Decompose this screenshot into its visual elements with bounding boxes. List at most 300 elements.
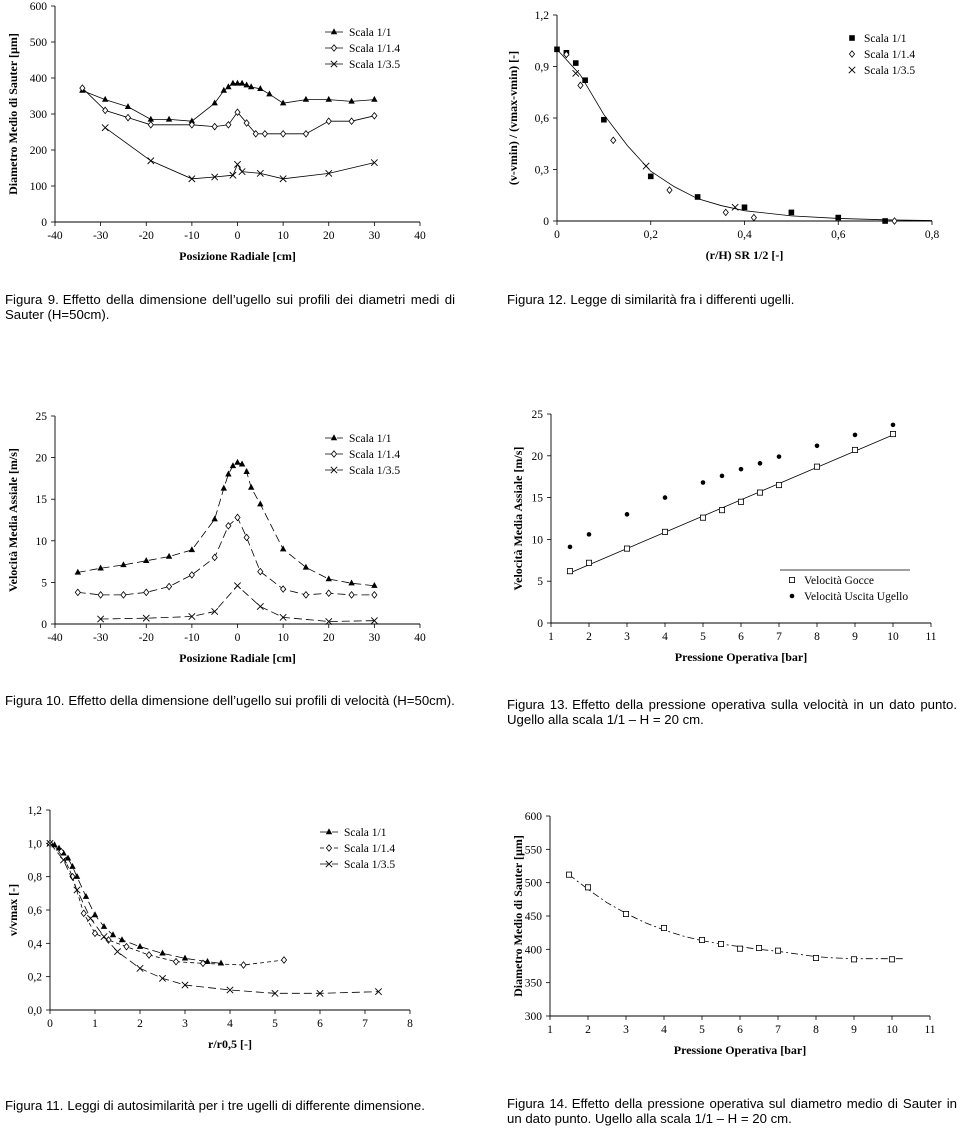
legend-marker bbox=[331, 28, 337, 34]
data-point bbox=[212, 554, 217, 560]
data-point bbox=[585, 885, 590, 890]
y-axis-label: Diametro Medio di Sauter [µm] bbox=[511, 835, 525, 997]
legend-label: Velocità Uscita Ugello bbox=[804, 591, 909, 603]
data-point bbox=[814, 464, 819, 469]
legend-label: Scala 1/3.5 bbox=[349, 59, 401, 71]
data-point bbox=[643, 163, 649, 169]
data-point bbox=[756, 945, 761, 950]
y-tick-label: 0,0 bbox=[27, 1005, 42, 1017]
caption-text: Effetto della dimensione dell’ugello sui profili di velocità (H=50cm). bbox=[68, 693, 455, 708]
x-tick-label: -30 bbox=[92, 230, 109, 242]
data-point bbox=[230, 462, 236, 468]
y-tick-label: 0,3 bbox=[534, 164, 549, 177]
caption-label: Figura 14. bbox=[507, 1096, 568, 1111]
data-point bbox=[889, 957, 894, 962]
data-point bbox=[148, 158, 154, 164]
x-tick-label: 10 bbox=[886, 1024, 898, 1036]
data-point bbox=[221, 485, 227, 491]
x-tick-label: 1 bbox=[547, 1024, 553, 1036]
series-0 bbox=[567, 431, 895, 573]
data-point bbox=[218, 960, 224, 966]
series-line bbox=[78, 518, 375, 595]
legend bbox=[780, 570, 910, 603]
y-tick-label: 0 bbox=[41, 619, 47, 631]
data-point bbox=[326, 575, 332, 581]
data-point bbox=[262, 131, 267, 137]
legend-label: Scala 1/1 bbox=[349, 27, 392, 39]
x-tick-label: 4 bbox=[662, 631, 668, 643]
legend bbox=[320, 827, 395, 871]
y-tick-label: 300 bbox=[524, 1011, 542, 1023]
data-point bbox=[751, 214, 756, 220]
data-point bbox=[258, 568, 263, 574]
series-line bbox=[50, 843, 379, 993]
caption-text: Legge di similarità fra i differenti ugelli. bbox=[570, 292, 795, 307]
y-tick-label: 1,2 bbox=[27, 805, 42, 817]
data-point bbox=[699, 937, 704, 942]
legend-label: Scala 1/3.5 bbox=[344, 859, 396, 871]
data-point bbox=[739, 467, 744, 472]
data-point bbox=[852, 447, 857, 452]
data-point bbox=[235, 514, 240, 520]
x-tick-label: 2 bbox=[586, 631, 592, 643]
data-point bbox=[737, 946, 742, 951]
chart-fig14-svg bbox=[505, 800, 955, 1062]
data-point bbox=[573, 70, 579, 76]
x-tick-label: 4 bbox=[227, 1018, 233, 1030]
data-point bbox=[81, 910, 86, 916]
legend-marker bbox=[331, 451, 336, 457]
data-point bbox=[97, 565, 103, 571]
data-point bbox=[119, 936, 125, 942]
data-point bbox=[234, 583, 240, 589]
data-point bbox=[624, 546, 629, 551]
series-line bbox=[50, 843, 221, 963]
data-point bbox=[148, 116, 154, 122]
chart-figura-14 bbox=[505, 800, 955, 1062]
x-tick-label: -40 bbox=[47, 230, 63, 242]
x-axis-label: Pressione Operativa [bar] bbox=[674, 650, 808, 664]
data-point bbox=[738, 499, 743, 504]
x-tick-label: 8 bbox=[813, 1024, 819, 1036]
x-tick-label: 8 bbox=[814, 631, 820, 643]
data-point bbox=[234, 161, 240, 167]
series-0 bbox=[47, 840, 224, 966]
chart-fig13-svg bbox=[505, 400, 955, 672]
data-point bbox=[371, 582, 377, 588]
legend-label: Scala 1/3.5 bbox=[864, 65, 916, 77]
data-point bbox=[371, 159, 377, 165]
data-point bbox=[167, 583, 172, 589]
series-line bbox=[50, 843, 284, 965]
data-point bbox=[601, 117, 607, 123]
data-point bbox=[757, 490, 762, 495]
data-point bbox=[701, 480, 706, 485]
x-tick-label: 3 bbox=[623, 1024, 629, 1036]
y-tick-label: 5 bbox=[537, 576, 543, 589]
caption-figura-10 bbox=[5, 693, 455, 708]
x-tick-label: 6 bbox=[738, 631, 744, 643]
y-tick-label: 0 bbox=[537, 618, 543, 630]
data-point bbox=[776, 482, 781, 487]
data-point bbox=[281, 131, 286, 137]
series-1 bbox=[564, 51, 897, 224]
data-point bbox=[166, 116, 172, 122]
data-point bbox=[83, 893, 89, 899]
data-point bbox=[281, 957, 286, 963]
data-point bbox=[648, 174, 654, 180]
y-tick-label: 300 bbox=[29, 109, 47, 121]
series-1 bbox=[75, 514, 377, 598]
caption-figura-11 bbox=[5, 1098, 465, 1113]
legend-marker bbox=[849, 67, 855, 73]
data-point bbox=[257, 500, 263, 506]
data-point bbox=[114, 948, 120, 954]
y-tick-label: 25 bbox=[35, 411, 47, 423]
chart-figura-11 bbox=[0, 800, 440, 1062]
chart-figura-10 bbox=[0, 400, 440, 672]
legend-label: Scala 1/1.4 bbox=[344, 843, 396, 855]
fit-curve bbox=[569, 875, 903, 959]
legend bbox=[325, 433, 400, 477]
x-tick-label: 11 bbox=[924, 1024, 936, 1036]
x-tick-label: 6 bbox=[737, 1024, 743, 1036]
y-tick-label: 550 bbox=[524, 844, 542, 857]
caption-label: Figura 12. bbox=[507, 292, 567, 307]
data-point bbox=[280, 545, 286, 551]
y-tick-label: 400 bbox=[524, 944, 542, 957]
x-tick-label: 0,4 bbox=[737, 229, 752, 241]
data-point bbox=[244, 534, 249, 540]
data-point bbox=[789, 210, 795, 216]
series-0 bbox=[554, 47, 888, 224]
caption-text: Effetto della pressione operativa sul diametro medio di Sauter in un dato punto. Ugello alla scala 1/1 – H = 20 cm. bbox=[507, 1096, 957, 1126]
data-point bbox=[159, 950, 165, 956]
series-0 bbox=[79, 80, 377, 124]
caption-figura-12 bbox=[507, 292, 957, 307]
data-point bbox=[326, 590, 331, 596]
data-point bbox=[891, 423, 896, 428]
data-point bbox=[775, 948, 780, 953]
data-point bbox=[248, 484, 254, 490]
y-tick-label: 10 bbox=[531, 534, 543, 547]
chart-fig11-svg bbox=[0, 800, 440, 1062]
series-line bbox=[101, 586, 375, 622]
data-point bbox=[144, 589, 149, 595]
data-point bbox=[582, 77, 588, 83]
caption-label: Figura 11. bbox=[5, 1098, 64, 1113]
x-tick-label: 0 bbox=[47, 1018, 53, 1030]
data-point bbox=[146, 952, 151, 958]
series-0 bbox=[566, 872, 894, 962]
data-point bbox=[137, 943, 143, 949]
data-point bbox=[777, 454, 782, 459]
series-1 bbox=[568, 423, 896, 550]
data-point bbox=[882, 218, 888, 224]
x-tick-label: 3 bbox=[182, 1018, 188, 1030]
legend-label: Scala 1/1 bbox=[349, 433, 392, 445]
legend-label: Scala 1/1 bbox=[344, 827, 387, 839]
x-tick-label: -10 bbox=[184, 632, 200, 644]
chart-figura-12 bbox=[500, 0, 955, 272]
x-tick-label: 7 bbox=[775, 1024, 781, 1036]
data-point bbox=[225, 471, 231, 477]
y-tick-label: 0,6 bbox=[27, 905, 42, 917]
series-0 bbox=[75, 459, 378, 588]
data-point bbox=[281, 586, 286, 592]
legend-label: Scala 1/3.5 bbox=[349, 465, 401, 477]
y-tick-label: 0,9 bbox=[534, 61, 549, 74]
data-point bbox=[723, 209, 728, 215]
data-point bbox=[625, 512, 630, 517]
data-point bbox=[662, 529, 667, 534]
legend-label: Scala 1/1.4 bbox=[864, 49, 916, 61]
legend-marker bbox=[326, 828, 332, 834]
x-tick-label: 0 bbox=[234, 632, 241, 644]
data-point bbox=[121, 592, 126, 598]
data-point bbox=[303, 592, 308, 598]
data-point bbox=[125, 114, 130, 120]
x-tick-label: 2 bbox=[585, 1024, 591, 1036]
legend-label: Scala 1/1.4 bbox=[349, 43, 401, 55]
x-tick-label: 20 bbox=[323, 632, 335, 644]
legend-marker bbox=[849, 35, 855, 41]
data-point bbox=[211, 608, 217, 614]
x-tick-label: 40 bbox=[414, 230, 426, 242]
data-point bbox=[92, 930, 97, 936]
data-point bbox=[718, 941, 723, 946]
legend-marker bbox=[331, 45, 336, 51]
x-tick-label: 30 bbox=[368, 632, 381, 644]
y-axis-label: v/vmax [-] bbox=[6, 883, 20, 937]
data-point bbox=[87, 915, 93, 921]
data-point bbox=[189, 572, 194, 578]
legend-marker bbox=[331, 434, 337, 440]
x-tick-label: 1 bbox=[92, 1018, 98, 1030]
legend-marker bbox=[789, 577, 794, 582]
x-tick-label: 8 bbox=[407, 1018, 413, 1030]
data-point bbox=[257, 603, 263, 609]
x-tick-label: 0,8 bbox=[924, 229, 940, 241]
x-tick-label: -10 bbox=[184, 230, 200, 242]
y-tick-label: 200 bbox=[29, 145, 47, 157]
y-tick-label: 0,6 bbox=[534, 113, 549, 125]
data-point bbox=[143, 557, 149, 563]
chart-fig12-svg bbox=[500, 0, 955, 272]
y-tick-label: 0,2 bbox=[27, 971, 42, 984]
data-point bbox=[695, 194, 701, 200]
y-tick-label: 600 bbox=[29, 1, 47, 13]
x-tick-label: 5 bbox=[272, 1018, 278, 1030]
data-point bbox=[303, 96, 309, 102]
chart-fig9-svg bbox=[0, 0, 440, 272]
data-point bbox=[371, 96, 377, 102]
data-point bbox=[623, 911, 628, 916]
data-point bbox=[212, 123, 217, 129]
caption-label: Figura 10. bbox=[5, 693, 65, 708]
x-tick-label: 10 bbox=[887, 631, 899, 643]
data-point bbox=[892, 218, 897, 224]
x-tick-label: 2 bbox=[137, 1018, 143, 1030]
series-line bbox=[78, 463, 375, 586]
data-point bbox=[586, 560, 591, 565]
data-point bbox=[124, 943, 129, 949]
y-tick-label: 5 bbox=[41, 577, 47, 590]
caption-text: Leggi di autosimilarità per i tre ugelli di differente dimensione. bbox=[67, 1098, 425, 1113]
series-2 bbox=[97, 583, 377, 625]
data-point bbox=[554, 47, 560, 53]
legend-marker bbox=[790, 594, 795, 599]
chart-fig10-svg bbox=[0, 400, 440, 672]
series-2 bbox=[102, 124, 378, 182]
chart-figura-13 bbox=[505, 400, 955, 672]
x-axis-label: Pressione Operativa [bar] bbox=[673, 1043, 807, 1057]
data-point bbox=[719, 508, 724, 513]
x-tick-label: 30 bbox=[368, 230, 381, 242]
series-2 bbox=[573, 70, 739, 210]
series-2 bbox=[47, 840, 382, 996]
x-tick-label: 5 bbox=[699, 1024, 705, 1036]
data-point bbox=[159, 975, 165, 981]
data-point bbox=[349, 118, 354, 124]
data-point bbox=[851, 957, 856, 962]
y-tick-label: 0 bbox=[543, 216, 549, 228]
data-point bbox=[189, 546, 195, 552]
x-tick-label: 20 bbox=[323, 230, 335, 242]
caption-label: Figura 9. bbox=[5, 292, 59, 307]
data-point bbox=[148, 122, 153, 128]
y-tick-label: 0,8 bbox=[27, 871, 42, 884]
data-point bbox=[266, 91, 272, 97]
y-tick-label: 0 bbox=[41, 217, 47, 229]
data-point bbox=[853, 433, 858, 438]
caption-text: Effetto della dimensione dell’ugello sui profili dei diametri medi di Sauter (H=50cm). bbox=[5, 292, 456, 322]
y-tick-label: 500 bbox=[29, 37, 47, 49]
y-tick-label: 400 bbox=[29, 73, 47, 85]
data-point bbox=[663, 495, 668, 500]
legend-marker bbox=[849, 51, 854, 57]
y-tick-label: 1,0 bbox=[27, 838, 42, 851]
legend bbox=[325, 27, 400, 71]
data-point bbox=[326, 96, 332, 102]
caption-text: Effetto della pressione operativa sulla velocità in un dato punto. Ugello alla scala 1/1 – H = 20 cm. bbox=[507, 697, 957, 727]
data-point bbox=[568, 545, 573, 550]
data-point bbox=[69, 863, 75, 869]
y-tick-label: 20 bbox=[35, 452, 47, 465]
data-point bbox=[700, 515, 705, 520]
x-axis-label: (r/H) SR 1/2 [-] bbox=[705, 248, 784, 262]
data-point bbox=[166, 553, 172, 559]
x-tick-label: 0,6 bbox=[831, 229, 846, 241]
x-tick-label: 9 bbox=[852, 631, 858, 643]
caption-label: Figura 13. bbox=[507, 697, 569, 712]
x-tick-label: 7 bbox=[776, 631, 782, 643]
x-tick-label: 0 bbox=[234, 230, 241, 242]
data-point bbox=[241, 962, 246, 968]
data-point bbox=[573, 60, 579, 66]
y-axis-label: Velocità Media Assiale [m/s] bbox=[511, 446, 525, 591]
x-tick-label: -30 bbox=[92, 632, 109, 644]
data-point bbox=[75, 589, 80, 595]
data-point bbox=[742, 204, 748, 210]
data-point bbox=[732, 204, 738, 210]
fit-curve bbox=[570, 435, 893, 573]
x-tick-label: 9 bbox=[851, 1024, 857, 1036]
data-point bbox=[813, 955, 818, 960]
data-point bbox=[566, 872, 571, 877]
data-point bbox=[720, 474, 725, 479]
data-point bbox=[101, 933, 107, 939]
data-point bbox=[611, 137, 616, 143]
data-point bbox=[303, 131, 308, 137]
x-tick-label: 4 bbox=[661, 1024, 667, 1036]
legend-marker bbox=[326, 845, 331, 851]
data-point bbox=[173, 958, 178, 964]
x-tick-label: 40 bbox=[414, 632, 426, 644]
x-tick-label: 7 bbox=[362, 1018, 368, 1030]
data-point bbox=[758, 461, 763, 466]
y-tick-label: 25 bbox=[531, 409, 543, 421]
x-tick-label: 3 bbox=[624, 631, 630, 643]
x-tick-label: 0 bbox=[554, 229, 560, 241]
data-point bbox=[243, 468, 249, 474]
data-point bbox=[667, 187, 672, 193]
y-tick-label: 350 bbox=[524, 977, 542, 990]
legend-label: Scala 1/1 bbox=[864, 33, 907, 45]
y-tick-label: 500 bbox=[524, 877, 542, 890]
y-axis-label: (v-vmin) / (vmax-vmin) [-] bbox=[506, 50, 520, 186]
data-point bbox=[890, 431, 895, 436]
y-axis-label: Diametro Medio di Sauter [µm] bbox=[6, 33, 20, 195]
legend bbox=[849, 33, 916, 77]
data-point bbox=[137, 965, 143, 971]
x-tick-label: -20 bbox=[138, 632, 154, 644]
x-tick-label: 10 bbox=[277, 230, 289, 242]
data-point bbox=[326, 118, 331, 124]
data-point bbox=[348, 98, 354, 104]
y-tick-label: 1,2 bbox=[534, 10, 549, 22]
data-point bbox=[835, 215, 841, 221]
legend-label: Scala 1/1.4 bbox=[349, 449, 401, 461]
data-point bbox=[815, 443, 820, 448]
y-tick-label: 100 bbox=[29, 181, 47, 193]
series-1 bbox=[80, 85, 377, 137]
y-tick-label: 10 bbox=[35, 535, 47, 548]
data-point bbox=[587, 532, 592, 537]
x-tick-label: 11 bbox=[925, 631, 937, 643]
data-point bbox=[211, 515, 217, 521]
data-point bbox=[372, 592, 377, 598]
x-tick-label: 1 bbox=[548, 631, 554, 643]
x-tick-label: 0,2 bbox=[643, 229, 658, 241]
x-axis-label: Posizione Radiale [cm] bbox=[179, 249, 296, 263]
caption-figura-14 bbox=[507, 1096, 957, 1126]
x-tick-label: -40 bbox=[47, 632, 63, 644]
data-point bbox=[661, 925, 666, 930]
x-tick-label: 5 bbox=[700, 631, 706, 643]
data-point bbox=[226, 523, 231, 529]
x-tick-label: 10 bbox=[277, 632, 289, 644]
data-point bbox=[303, 564, 309, 570]
x-tick-label: 6 bbox=[317, 1018, 323, 1030]
data-point bbox=[372, 113, 377, 119]
legend-label: Velocità Gocce bbox=[804, 575, 874, 587]
y-tick-label: 600 bbox=[524, 811, 542, 823]
chart-figura-9 bbox=[0, 0, 440, 272]
data-point bbox=[98, 592, 103, 598]
data-point bbox=[102, 124, 108, 130]
x-axis-label: Posizione Radiale [cm] bbox=[179, 651, 296, 665]
